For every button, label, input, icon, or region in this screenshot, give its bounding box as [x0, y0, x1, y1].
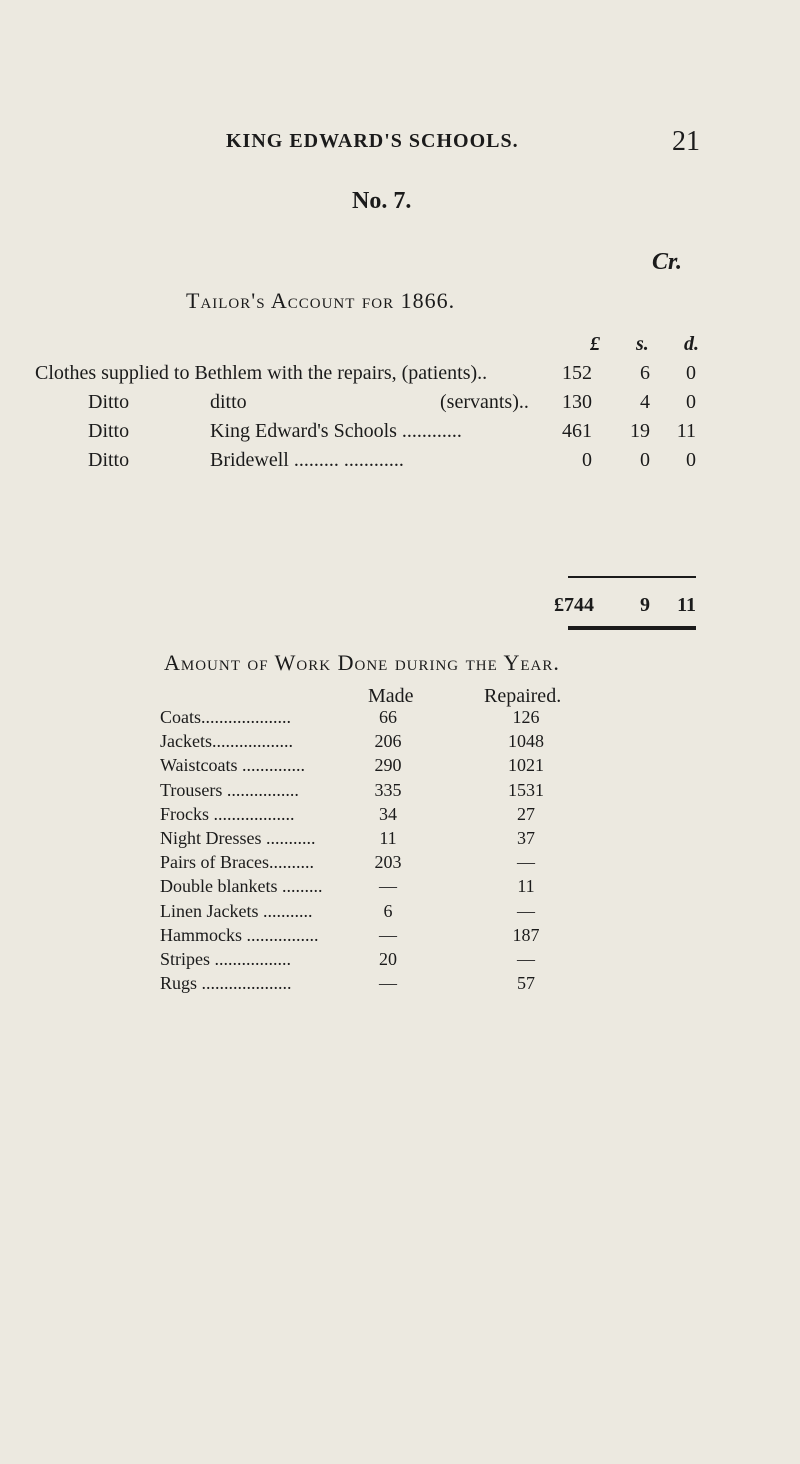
work-item-repaired: 57: [517, 973, 535, 993]
work-item-label: Double blankets .........: [160, 876, 323, 896]
work-item-label: Trousers ................: [160, 780, 299, 800]
pounds-heading: £: [590, 333, 600, 355]
pence-heading: d.: [684, 333, 699, 355]
work-item-made: 6: [383, 901, 393, 921]
work-item-made: 20: [379, 949, 397, 969]
work-title: Amount of Work Done during the Year.: [164, 650, 560, 675]
running-head: KING EDWARD'S SCHOOLS.: [226, 130, 519, 152]
account-title: Tailor's Account for 1866.: [186, 288, 456, 313]
work-item-made: —: [379, 925, 397, 945]
work-item-made: —: [379, 876, 397, 896]
work-item-made: 290: [374, 755, 402, 775]
work-item-repaired: 27: [517, 804, 535, 824]
work-item-repaired: 11: [517, 876, 535, 896]
page-number: 21: [672, 126, 700, 157]
account-row-detail: King Edward's Schools ............: [210, 420, 462, 442]
work-item-label: Jackets..................: [160, 731, 293, 751]
total-rule-bottom: [568, 626, 696, 630]
work-item-label: Stripes .................: [160, 949, 292, 969]
work-item-label: Linen Jackets ...........: [160, 901, 313, 921]
work-item-label: Rugs ....................: [160, 973, 292, 993]
account-row-pounds: 130: [562, 391, 592, 413]
document-number: No. 7.: [352, 188, 412, 214]
account-row-label: Ditto: [88, 420, 130, 442]
work-item-repaired: 37: [517, 828, 535, 848]
credit-marker: Cr.: [652, 249, 683, 275]
work-item-label: Hammocks ................: [160, 925, 319, 945]
account-row-label: Ditto: [88, 449, 130, 471]
account-row-detail: Bridewell ......... ............: [210, 449, 404, 471]
repaired-heading: Repaired.: [484, 685, 562, 707]
total-shillings: 9: [640, 594, 650, 616]
total-pence: 11: [677, 594, 696, 616]
work-item-made: 335: [374, 780, 402, 800]
account-row-label: Ditto: [88, 391, 130, 413]
account-row-pounds: 152: [562, 362, 592, 384]
total-pounds: £744: [554, 594, 594, 616]
account-row-pence: 11: [676, 420, 696, 442]
work-item-repaired: 1021: [508, 755, 544, 775]
account-row-pounds: 0: [582, 449, 592, 471]
account-row-shillings: 0: [640, 449, 650, 471]
work-item-made: —: [379, 973, 397, 993]
work-item-repaired: —: [517, 901, 535, 921]
account-row-detail: ditto: [210, 391, 247, 413]
work-item-label: Waistcoats ..............: [160, 755, 306, 775]
account-row-pence: 0: [686, 391, 696, 413]
work-item-repaired: 1531: [508, 780, 544, 800]
work-item-made: 203: [374, 852, 402, 872]
work-item-made: 11: [379, 828, 397, 848]
work-item-repaired: —: [517, 852, 535, 872]
work-item-repaired: —: [517, 949, 535, 969]
work-item-made: 66: [379, 707, 397, 727]
account-row-pence: 0: [686, 362, 696, 384]
work-item-made: 34: [379, 804, 397, 824]
work-item-label: Night Dresses ...........: [160, 828, 316, 848]
work-item-repaired: 126: [512, 707, 540, 727]
work-item-label: Pairs of Braces..........: [160, 852, 314, 872]
work-item-made: 206: [374, 731, 402, 751]
work-item-repaired: 187: [512, 925, 540, 945]
work-item-label: Frocks ..................: [160, 804, 295, 824]
account-row-shillings: 4: [640, 391, 650, 413]
made-heading: Made: [368, 685, 414, 707]
work-item-repaired: 1048: [508, 731, 544, 751]
shillings-heading: s.: [636, 333, 649, 355]
account-row-shillings: 6: [640, 362, 650, 384]
account-row-pounds: 461: [562, 420, 592, 442]
work-item-label: Coats....................: [160, 707, 292, 727]
account-row-detail-right: (servants)..: [440, 391, 529, 413]
total-rule-top: [568, 576, 696, 578]
account-row-pence: 0: [686, 449, 696, 471]
account-row-label: Clothes supplied to Bethlem with the repairs, (patients)..: [35, 362, 488, 384]
account-row-shillings: 19: [630, 420, 650, 442]
